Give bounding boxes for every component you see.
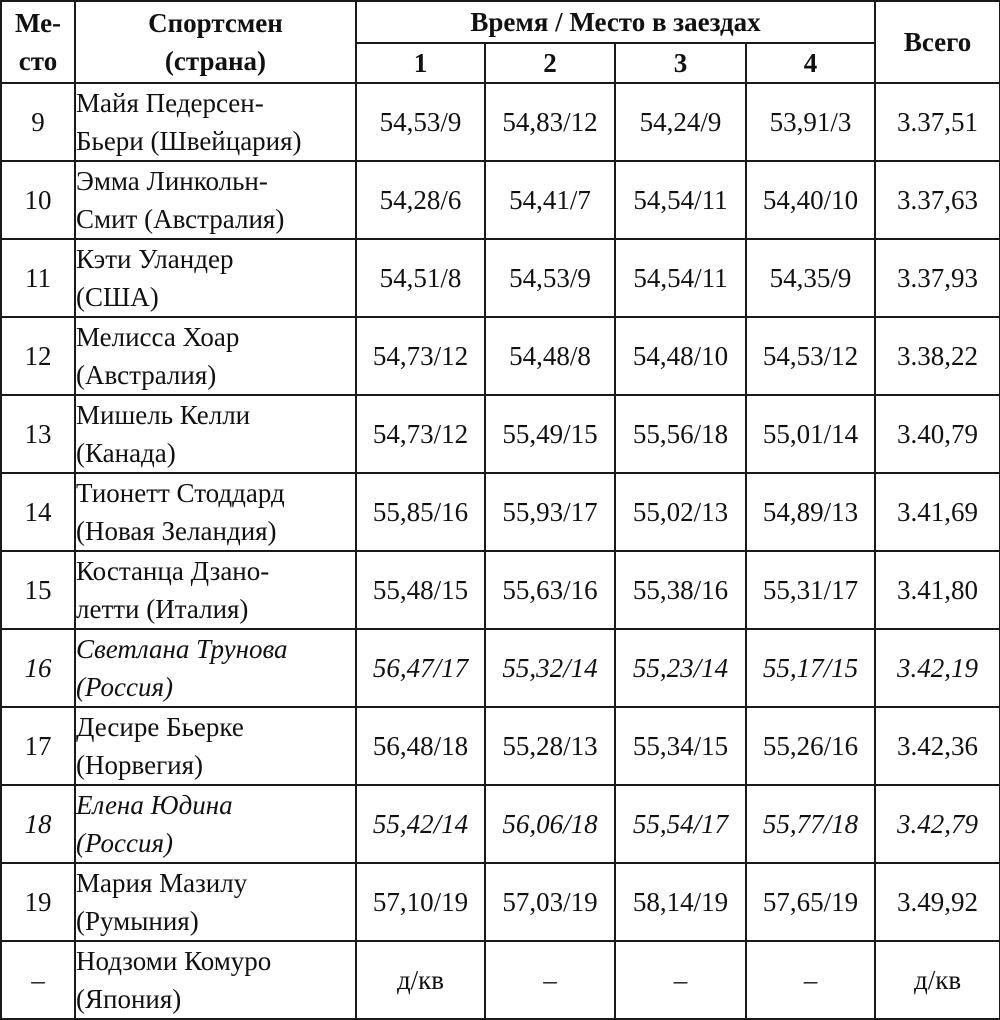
heat-time-cell: 55,17/15 (746, 629, 875, 707)
heat-time-cell: 57,65/19 (746, 863, 875, 941)
place-cell: 9 (1, 83, 75, 161)
total-time-cell: д/кв (875, 941, 1000, 1019)
athlete-name-line1: Елена Юдина (76, 790, 233, 820)
athlete-name-line2: (Япония) (76, 984, 182, 1014)
heat-time-cell: 54,40/10 (746, 161, 875, 239)
place-cell: 17 (1, 707, 75, 785)
athlete-name-line2: (Россия) (76, 828, 174, 858)
heat-time-cell: 55,63/16 (485, 551, 615, 629)
header-heat-4: 4 (746, 43, 875, 83)
place-cell: 10 (1, 161, 75, 239)
athlete-name-line2: Бьери (Швейцария) (76, 126, 302, 156)
heat-time-cell: 56,47/17 (356, 629, 485, 707)
athlete-cell (75, 551, 356, 629)
heat-time-cell: 54,53/9 (485, 239, 615, 317)
table-row (1, 941, 1000, 1019)
header-place (1, 1, 75, 83)
heat-time-cell: 58,14/19 (615, 863, 746, 941)
header-heat-2: 2 (485, 43, 615, 83)
header-place-line1: Ме- (14, 8, 62, 38)
heat-time-cell: – (485, 941, 615, 1019)
header-athlete-line2: (страна) (164, 46, 267, 76)
athlete-name-line2: (Норвегия) (76, 750, 203, 780)
place-cell: 15 (1, 551, 75, 629)
total-time-cell: 3.38,22 (875, 317, 1000, 395)
heat-time-cell: 54,73/12 (356, 317, 485, 395)
heat-time-cell: 55,48/15 (356, 551, 485, 629)
heat-time-cell: 54,54/11 (615, 239, 746, 317)
athlete-cell (75, 161, 356, 239)
place-cell: 14 (1, 473, 75, 551)
athlete-name-line1: Светлана Трунова (76, 634, 288, 664)
heat-time-cell: 54,35/9 (746, 239, 875, 317)
heat-time-cell: 55,56/18 (615, 395, 746, 473)
athlete-name-line1: Тионетт Стоддард (76, 478, 285, 508)
athlete-cell (75, 863, 356, 941)
table-row (1, 395, 1000, 473)
place-cell: 11 (1, 239, 75, 317)
place-cell: 13 (1, 395, 75, 473)
table-row (1, 551, 1000, 629)
table-row (1, 473, 1000, 551)
heat-time-cell: 54,83/12 (485, 83, 615, 161)
total-time-cell: 3.37,51 (875, 83, 1000, 161)
heat-time-cell: 55,34/15 (615, 707, 746, 785)
header-athlete (75, 1, 356, 83)
table-row (1, 863, 1000, 941)
heat-time-cell: – (746, 941, 875, 1019)
heat-time-cell: 54,73/12 (356, 395, 485, 473)
athlete-cell (75, 629, 356, 707)
heat-time-cell: 55,93/17 (485, 473, 615, 551)
total-time-cell: 3.42,36 (875, 707, 1000, 785)
athlete-name-line2: (Россия) (76, 672, 174, 702)
athlete-name-line2: Смит (Австралия) (76, 204, 285, 234)
heat-time-cell: 54,48/8 (485, 317, 615, 395)
heat-time-cell: 54,28/6 (356, 161, 485, 239)
athlete-name-line2: летти (Италия) (76, 594, 249, 624)
table-row (1, 239, 1000, 317)
total-time-cell: 3.37,63 (875, 161, 1000, 239)
heat-time-cell: д/кв (356, 941, 485, 1019)
athlete-cell (75, 707, 356, 785)
heat-time-cell: 53,91/3 (746, 83, 875, 161)
heat-time-cell: 55,31/17 (746, 551, 875, 629)
heat-time-cell: 55,26/16 (746, 707, 875, 785)
total-time-cell: 3.42,79 (875, 785, 1000, 863)
athlete-name-line2: (Канада) (76, 438, 176, 468)
athlete-name-line1: Кэти Уландер (76, 244, 234, 274)
place-cell: 12 (1, 317, 75, 395)
header-heat-3: 3 (615, 43, 746, 83)
header-place-line2: сто (18, 46, 58, 76)
athlete-cell (75, 785, 356, 863)
athlete-cell (75, 317, 356, 395)
heat-time-cell: 54,53/9 (356, 83, 485, 161)
total-time-cell: 3.41,80 (875, 551, 1000, 629)
total-time-cell: 3.42,19 (875, 629, 1000, 707)
athlete-cell (75, 941, 356, 1019)
header-heat-1: 1 (356, 43, 485, 83)
heat-time-cell: 55,77/18 (746, 785, 875, 863)
athlete-name-line2: (Новая Зеландия) (76, 516, 277, 546)
heat-time-cell: 55,54/17 (615, 785, 746, 863)
athlete-cell (75, 473, 356, 551)
heat-time-cell: 55,38/16 (615, 551, 746, 629)
athlete-name-line1: Мария Мазилу (76, 868, 248, 898)
table-row (1, 785, 1000, 863)
heat-time-cell: 55,85/16 (356, 473, 485, 551)
athlete-name-line1: Десире Бьерке (76, 712, 244, 742)
total-time-cell: 3.40,79 (875, 395, 1000, 473)
heat-time-cell: 55,49/15 (485, 395, 615, 473)
heat-time-cell: – (615, 941, 746, 1019)
heat-time-cell: 55,23/14 (615, 629, 746, 707)
heat-time-cell: 57,03/19 (485, 863, 615, 941)
header-total: Всего (875, 1, 1000, 83)
heat-time-cell: 57,10/19 (356, 863, 485, 941)
heat-time-cell: 55,02/13 (615, 473, 746, 551)
place-cell: – (1, 941, 75, 1019)
athlete-name-line1: Мелисса Хоар (76, 322, 240, 352)
heat-time-cell: 54,51/8 (356, 239, 485, 317)
heat-time-cell: 54,48/10 (615, 317, 746, 395)
athlete-name-line1: Эмма Линкольн- (76, 166, 268, 196)
table-row (1, 629, 1000, 707)
header-row-top (1, 1, 1000, 43)
athlete-cell (75, 239, 356, 317)
athlete-name-line2: (США) (76, 282, 159, 312)
place-cell: 16 (1, 629, 75, 707)
place-cell: 18 (1, 785, 75, 863)
total-time-cell: 3.41,69 (875, 473, 1000, 551)
athlete-cell (75, 395, 356, 473)
athlete-name-line1: Майя Педерсен- (76, 88, 264, 118)
heat-time-cell: 56,48/18 (356, 707, 485, 785)
heat-time-cell: 54,89/13 (746, 473, 875, 551)
place-cell: 19 (1, 863, 75, 941)
heat-time-cell: 55,01/14 (746, 395, 875, 473)
heat-time-cell: 54,24/9 (615, 83, 746, 161)
table-row (1, 161, 1000, 239)
heat-time-cell: 55,32/14 (485, 629, 615, 707)
header-heats-title: Время / Место в заездах (356, 1, 875, 43)
heat-time-cell: 55,28/13 (485, 707, 615, 785)
total-time-cell: 3.49,92 (875, 863, 1000, 941)
heat-time-cell: 55,42/14 (356, 785, 485, 863)
total-time-cell: 3.37,93 (875, 239, 1000, 317)
heat-time-cell: 54,54/11 (615, 161, 746, 239)
heat-time-cell: 54,41/7 (485, 161, 615, 239)
athlete-cell (75, 83, 356, 161)
table-row (1, 317, 1000, 395)
heat-time-cell: 56,06/18 (485, 785, 615, 863)
header-athlete-line1: Спортсмен (148, 8, 283, 38)
heat-time-cell: 54,53/12 (746, 317, 875, 395)
table-row (1, 707, 1000, 785)
athlete-name-line1: Нодзоми Комуро (76, 946, 272, 976)
table-row (1, 83, 1000, 161)
athlete-name-line1: Костанца Дзано- (76, 556, 270, 586)
athlete-name-line2: (Румыния) (76, 906, 199, 936)
athlete-name-line2: (Австралия) (76, 360, 217, 390)
athlete-name-line1: Мишель Келли (76, 400, 251, 430)
